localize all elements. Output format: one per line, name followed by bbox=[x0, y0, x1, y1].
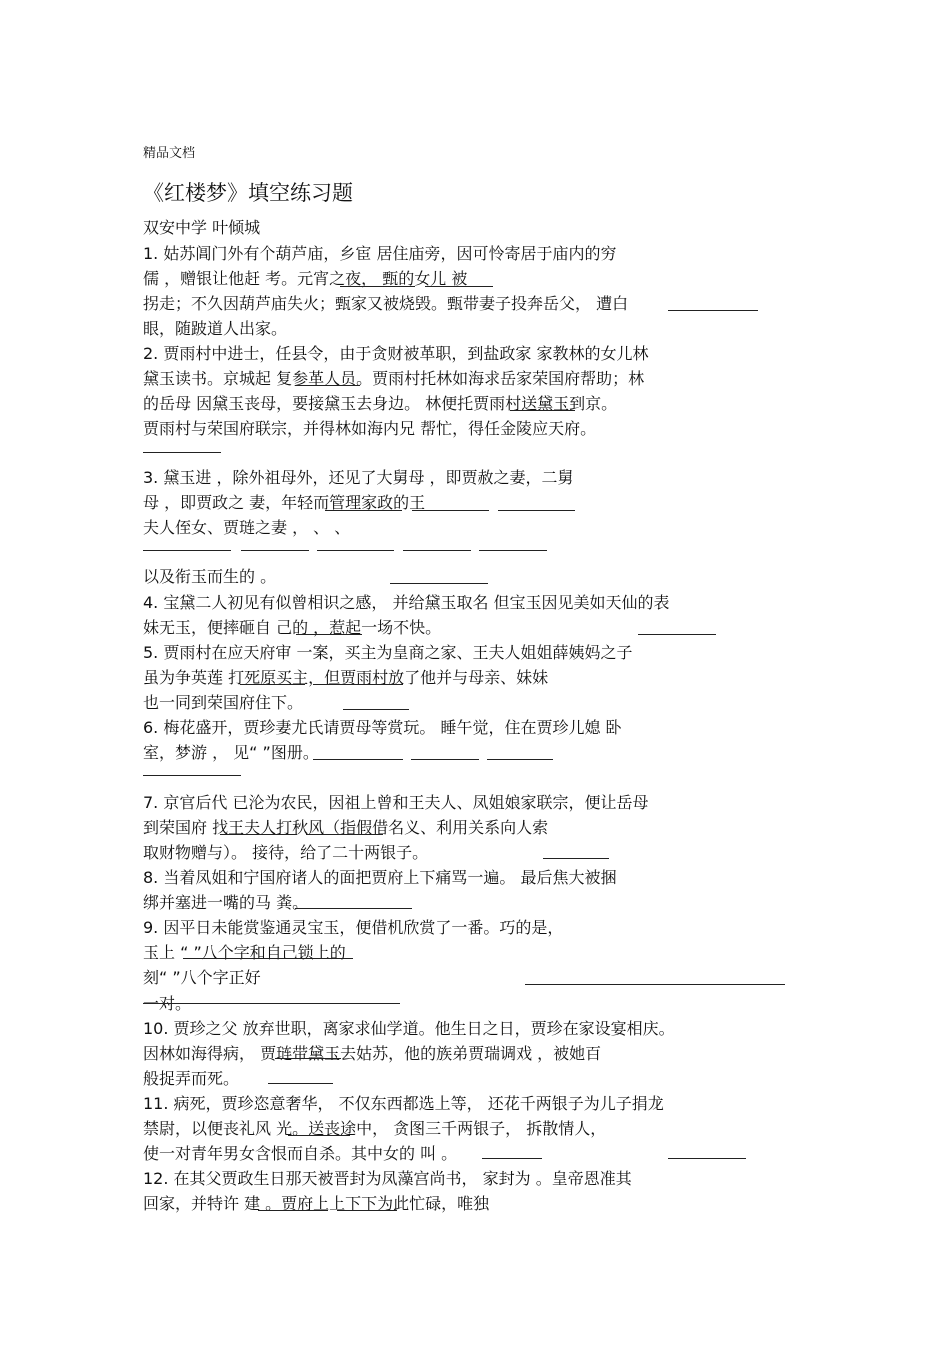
text-line: 一对。 bbox=[143, 994, 192, 1013]
text-line: 12. 在其父贾政生日那天被晋封为凤藻宫尚书， 家封为 。皇帝恩准其 bbox=[143, 1169, 632, 1188]
answer-blank[interactable] bbox=[275, 1058, 341, 1059]
answer-blank[interactable] bbox=[143, 775, 241, 776]
answer-blank[interactable] bbox=[317, 550, 394, 551]
text-line: 也一同到荣国府住下。 bbox=[143, 693, 304, 712]
answer-blank[interactable] bbox=[411, 759, 479, 760]
text-line: 因林如海得病， 贾琏带黛玉去姑苏，他的族弟贾瑞调戏 ，被她百 bbox=[143, 1044, 602, 1063]
answer-blank[interactable] bbox=[288, 1135, 350, 1136]
text-line: 妹无玉，便摔砸自 己的 ，惹起一场不快。 bbox=[143, 618, 442, 637]
answer-blank[interactable] bbox=[543, 858, 609, 859]
page-title: 《红楼梦》填空练习题 bbox=[143, 181, 353, 205]
answer-blank[interactable] bbox=[479, 550, 547, 551]
answer-blank[interactable] bbox=[258, 1210, 328, 1211]
answer-blank[interactable] bbox=[487, 759, 553, 760]
answer-blank[interactable] bbox=[143, 550, 231, 551]
text-line: 以及衔玉而生的 。 bbox=[143, 567, 277, 586]
text-line: 1. 姑苏阊门外有个葫芦庙，乡宦 居住庙旁，因可怜寄居于庙内的穷 bbox=[143, 244, 617, 263]
text-line: 贾雨村与荣国府联宗，并得林如海内兄 帮忙，得任金陵应天府。 bbox=[143, 419, 597, 438]
answer-blank[interactable] bbox=[498, 510, 575, 511]
answer-blank[interactable] bbox=[403, 550, 471, 551]
text-line: 黛玉读书。京城起 复参革人员。贾雨村托林如海求岳家荣国府帮助；林 bbox=[143, 369, 645, 388]
text-line: 刻“ ”八个字正好 bbox=[143, 968, 261, 987]
text-line: 的岳母 因黛玉丧母，要接黛玉去身边。 林便托贾雨村送黛玉到京。 bbox=[143, 394, 618, 413]
answer-blank[interactable] bbox=[220, 834, 297, 835]
answer-blank[interactable] bbox=[313, 684, 403, 685]
text-line: 11. 病死，贾珍恣意奢华， 不仅东西都选上等， 还花千两银子为儿子捐龙 bbox=[143, 1094, 664, 1113]
text-line: 般捉弄而死。 bbox=[143, 1069, 240, 1088]
text-line: 7. 京官后代 已沦为农民，因祖上曾和王夫人、凤姐娘家联宗，便让岳母 bbox=[143, 793, 649, 812]
answer-blank[interactable] bbox=[482, 1158, 542, 1159]
text-line: 使一对青年男女含恨而自杀。其中女的 叫 。 bbox=[143, 1144, 458, 1163]
answer-blank[interactable] bbox=[325, 510, 402, 511]
text-line: 6. 梅花盛开，贾珍妻尤氏请贾母等赏玩。 睡午觉，住在贾珍儿媳 卧 bbox=[143, 718, 622, 737]
text-line: 室，梦游 ， 见“ ”图册。 bbox=[143, 743, 319, 762]
text-line: 玉上 “ ”八个字和自己锁上的 bbox=[143, 943, 346, 962]
text-line: 3. 黛玉进 ，除外祖母外，还见了大舅母 ，即贾赦之妻，二舅 bbox=[143, 468, 574, 487]
answer-blank[interactable] bbox=[668, 1158, 746, 1159]
text-line: 8. 当着凤姐和宁国府诸人的面把贾府上下痛骂一遍。 最后焦大被捆 bbox=[143, 868, 617, 887]
text-line: 夫人侄女、贾琏之妻 ， 、 、 bbox=[143, 518, 351, 537]
text-line: 10. 贾珍之父 放弃世职，离家求仙学道。他生日之日，贾珍在家设宴相庆。 bbox=[143, 1019, 675, 1038]
answer-blank[interactable] bbox=[510, 410, 575, 411]
text-line: 拐走；不久因葫芦庙失火；甄家又被烧毁。甄带妻子投奔岳父， 遭白 bbox=[143, 294, 629, 313]
answer-blank[interactable] bbox=[337, 1210, 397, 1211]
text-line: 5. 贾雨村在应天府审 一案，买主为皇商之家、王夫人姐姐薛姨妈之子 bbox=[143, 643, 633, 662]
answer-blank[interactable] bbox=[306, 834, 383, 835]
text-line: 4. 宝黛二人初见有似曾相识之感， 并给黛玉取名 但宝玉因见美如天仙的表 bbox=[143, 593, 670, 612]
text-line: 2. 贾雨村中进士，任县令，由于贪财被革职，到盐政家 家教林的女儿林 bbox=[143, 344, 649, 363]
text-line: 9. 因平日未能赏鉴通灵宝玉，便借机欣赏了一番。巧的是， bbox=[143, 918, 564, 937]
text-line: 回家，并特许 建 。贾府上上下下为此忙碌，唯独 bbox=[143, 1194, 490, 1213]
answer-blank[interactable] bbox=[241, 550, 309, 551]
answer-blank[interactable] bbox=[296, 634, 362, 635]
answer-blank[interactable] bbox=[343, 709, 409, 710]
answer-blank[interactable] bbox=[295, 908, 412, 909]
author-line: 双安中学 叶倾城 bbox=[143, 218, 261, 237]
answer-blank[interactable] bbox=[183, 958, 353, 959]
answer-blank[interactable] bbox=[638, 634, 716, 635]
answer-blank[interactable] bbox=[143, 452, 221, 453]
answer-blank[interactable] bbox=[525, 984, 785, 985]
text-line: 儒 ，赠银让他赶 考。元宵之夜， 甄的女儿 被 bbox=[143, 269, 468, 288]
text-line: 到荣国府 找王夫人打秋风（指假借名义、利用关系向人索 bbox=[143, 818, 549, 837]
text-line: 虽为争英莲 打死原买主，但贾雨村放了他并与母亲、妹妹 bbox=[143, 668, 549, 687]
answer-blank[interactable] bbox=[240, 684, 305, 685]
answer-blank[interactable] bbox=[268, 1083, 333, 1084]
text-line: 绑并塞进一嘴的马 粪。 bbox=[143, 893, 309, 912]
answer-blank[interactable] bbox=[143, 1003, 400, 1004]
text-line: 禁尉，以便丧礼风 光。送丧途中， 贪图三千两银子， 拆散情人， bbox=[143, 1119, 607, 1138]
text-line: 取财物赠与）。 接待，给了二十两银子。 bbox=[143, 843, 429, 862]
answer-blank[interactable] bbox=[425, 286, 493, 287]
text-line: 母 ，即贾政之 妻，年轻而管理家政的王 bbox=[143, 493, 426, 512]
answer-blank[interactable] bbox=[295, 385, 360, 386]
answer-blank[interactable] bbox=[412, 510, 489, 511]
answer-blank[interactable] bbox=[668, 310, 758, 311]
answer-blank[interactable] bbox=[390, 583, 488, 584]
answer-blank[interactable] bbox=[340, 286, 415, 287]
text-line: 眼，随跛道人出家。 bbox=[143, 319, 288, 338]
answer-blank[interactable] bbox=[313, 759, 403, 760]
page-header: 精品文档 bbox=[143, 146, 196, 161]
